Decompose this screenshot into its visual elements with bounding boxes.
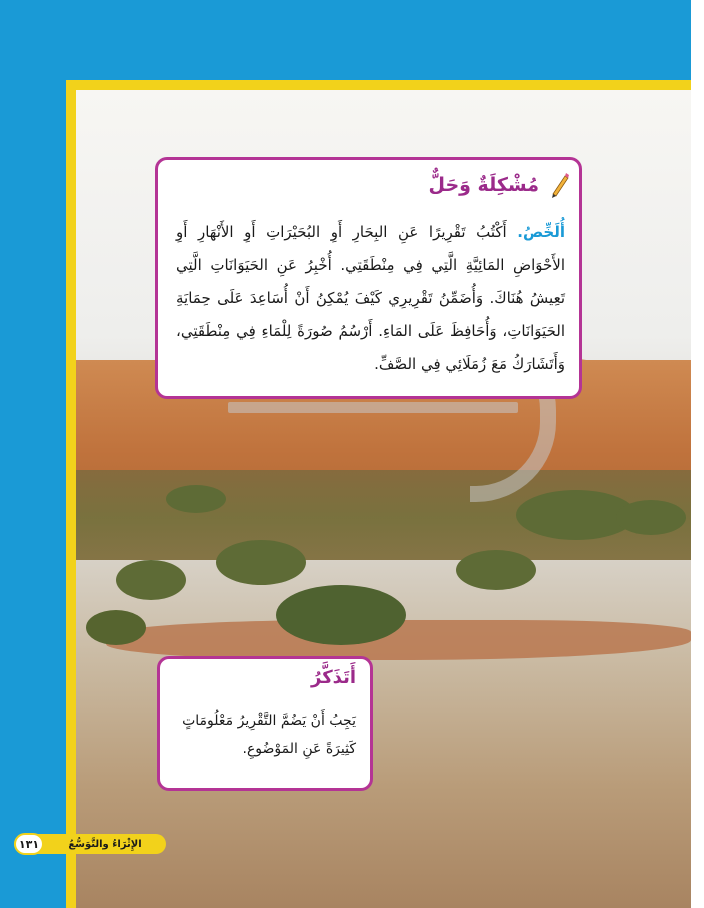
problem-solution-card	[155, 157, 582, 399]
lead-word: أُلَخِّصُ.	[517, 223, 565, 241]
yellow-frame-top	[66, 80, 691, 90]
card-body	[176, 216, 565, 381]
remember-title: أَتَذَكَّرُ	[311, 667, 356, 688]
top-blue-band	[0, 0, 691, 80]
remember-card	[157, 656, 373, 791]
right-margin	[691, 0, 704, 908]
footer-label: الإِثْرَاءُ والتَّوَسُّعُ	[68, 838, 142, 850]
card-title: مُشْكِلَةٌ وَحَلٌّ	[428, 174, 539, 196]
left-blue-band	[0, 0, 66, 908]
pencil-icon	[549, 172, 569, 198]
remember-text: يَجِبُ أَنْ يَضُمَّ التَّقْرِيرُ مَعْلُومَاتٍ كَثِيرَةً عَنِ المَوْضُوعِ.	[182, 713, 356, 757]
card-text: أَكْتُبُ تَقْرِيرًا عَنِ البِحَارِ أَوِ البُحَيْرَاتِ أَوِ الأَنْهَارِ أَوِ الأَحْوَاضِ المَائِيَّةِ الَّتِي فِي مِنْطَقَتِي. أُخْبِرُ عَنِ الحَيَوَانَاتِ الَّتِي تَعِيشُ هُنَاكَ. وَأُضَمِّنُ تَقْرِيرِي كَيْفَ يُمْكِنُ أَنْ أُسَاعِدَ عَلَى حِمَايَةِ الحَيَوَانَاتِ، وَأُحَافِظَ عَلَى المَاءِ. أَرْسُمُ صُورَةً لِلْمَاءِ فِي مِنْطَقَتِي، وَأَتَشَارَكُ مَعَ زُمَلَائِي فِي الصَّفِّ.	[176, 223, 565, 373]
page-number: ١٣١	[14, 833, 44, 855]
page-footer	[14, 834, 166, 854]
yellow-frame-left	[66, 80, 76, 908]
